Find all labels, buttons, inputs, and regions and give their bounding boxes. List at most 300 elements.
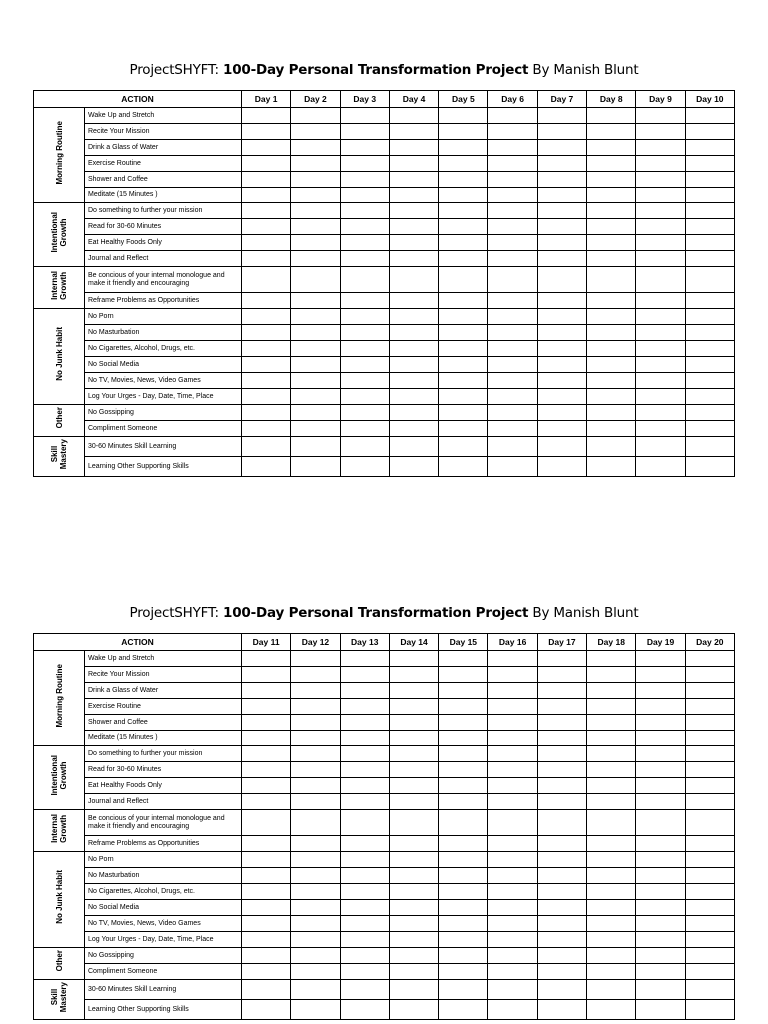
day-checkbox-cell[interactable] [389, 762, 438, 778]
day-checkbox-cell[interactable] [537, 884, 586, 900]
day-checkbox-cell[interactable] [439, 715, 488, 731]
day-checkbox-cell[interactable] [685, 667, 734, 683]
day-checkbox-cell[interactable] [242, 293, 291, 309]
day-checkbox-cell[interactable] [242, 309, 291, 325]
day-checkbox-cell[interactable] [488, 203, 537, 219]
day-checkbox-cell[interactable] [636, 900, 685, 916]
day-checkbox-cell[interactable] [587, 108, 636, 124]
day-checkbox-cell[interactable] [537, 235, 586, 251]
day-checkbox-cell[interactable] [636, 980, 685, 1000]
day-checkbox-cell[interactable] [439, 932, 488, 948]
day-checkbox-cell[interactable] [587, 437, 636, 457]
day-checkbox-cell[interactable] [636, 341, 685, 357]
day-checkbox-cell[interactable] [389, 731, 438, 746]
day-checkbox-cell[interactable] [291, 156, 340, 172]
day-checkbox-cell[interactable] [242, 437, 291, 457]
day-checkbox-cell[interactable] [587, 932, 636, 948]
day-checkbox-cell[interactable] [537, 293, 586, 309]
day-checkbox-cell[interactable] [587, 124, 636, 140]
day-checkbox-cell[interactable] [537, 251, 586, 267]
day-checkbox-cell[interactable] [537, 731, 586, 746]
day-checkbox-cell[interactable] [340, 437, 389, 457]
day-checkbox-cell[interactable] [537, 219, 586, 235]
day-checkbox-cell[interactable] [537, 405, 586, 421]
day-checkbox-cell[interactable] [537, 667, 586, 683]
day-checkbox-cell[interactable] [685, 267, 734, 293]
day-checkbox-cell[interactable] [587, 309, 636, 325]
day-checkbox-cell[interactable] [587, 699, 636, 715]
day-checkbox-cell[interactable] [587, 389, 636, 405]
day-checkbox-cell[interactable] [340, 421, 389, 437]
day-checkbox-cell[interactable] [340, 203, 389, 219]
day-checkbox-cell[interactable] [439, 836, 488, 852]
day-checkbox-cell[interactable] [587, 794, 636, 810]
day-checkbox-cell[interactable] [291, 980, 340, 1000]
day-checkbox-cell[interactable] [439, 437, 488, 457]
day-checkbox-cell[interactable] [685, 852, 734, 868]
day-checkbox-cell[interactable] [537, 852, 586, 868]
day-checkbox-cell[interactable] [636, 389, 685, 405]
day-checkbox-cell[interactable] [340, 852, 389, 868]
day-checkbox-cell[interactable] [439, 762, 488, 778]
day-checkbox-cell[interactable] [439, 852, 488, 868]
day-checkbox-cell[interactable] [587, 357, 636, 373]
day-checkbox-cell[interactable] [636, 868, 685, 884]
day-checkbox-cell[interactable] [439, 389, 488, 405]
day-checkbox-cell[interactable] [242, 964, 291, 980]
day-checkbox-cell[interactable] [242, 900, 291, 916]
day-checkbox-cell[interactable] [291, 852, 340, 868]
day-checkbox-cell[interactable] [242, 778, 291, 794]
day-checkbox-cell[interactable] [242, 884, 291, 900]
day-checkbox-cell[interactable] [537, 389, 586, 405]
day-checkbox-cell[interactable] [636, 357, 685, 373]
day-checkbox-cell[interactable] [389, 357, 438, 373]
day-checkbox-cell[interactable] [587, 667, 636, 683]
day-checkbox-cell[interactable] [340, 836, 389, 852]
day-checkbox-cell[interactable] [389, 405, 438, 421]
day-checkbox-cell[interactable] [291, 964, 340, 980]
day-checkbox-cell[interactable] [587, 762, 636, 778]
day-checkbox-cell[interactable] [389, 389, 438, 405]
day-checkbox-cell[interactable] [439, 810, 488, 836]
day-checkbox-cell[interactable] [389, 325, 438, 341]
day-checkbox-cell[interactable] [242, 868, 291, 884]
day-checkbox-cell[interactable] [488, 156, 537, 172]
day-checkbox-cell[interactable] [291, 405, 340, 421]
day-checkbox-cell[interactable] [291, 836, 340, 852]
day-checkbox-cell[interactable] [636, 188, 685, 203]
day-checkbox-cell[interactable] [488, 140, 537, 156]
day-checkbox-cell[interactable] [636, 373, 685, 389]
day-checkbox-cell[interactable] [488, 810, 537, 836]
day-checkbox-cell[interactable] [242, 341, 291, 357]
day-checkbox-cell[interactable] [340, 373, 389, 389]
day-checkbox-cell[interactable] [291, 373, 340, 389]
day-checkbox-cell[interactable] [340, 810, 389, 836]
day-checkbox-cell[interactable] [537, 421, 586, 437]
day-checkbox-cell[interactable] [291, 124, 340, 140]
day-checkbox-cell[interactable] [340, 762, 389, 778]
day-checkbox-cell[interactable] [488, 762, 537, 778]
day-checkbox-cell[interactable] [439, 108, 488, 124]
day-checkbox-cell[interactable] [389, 980, 438, 1000]
day-checkbox-cell[interactable] [488, 309, 537, 325]
day-checkbox-cell[interactable] [636, 156, 685, 172]
day-checkbox-cell[interactable] [389, 140, 438, 156]
day-checkbox-cell[interactable] [291, 810, 340, 836]
day-checkbox-cell[interactable] [389, 108, 438, 124]
day-checkbox-cell[interactable] [389, 715, 438, 731]
day-checkbox-cell[interactable] [389, 156, 438, 172]
day-checkbox-cell[interactable] [636, 140, 685, 156]
day-checkbox-cell[interactable] [242, 715, 291, 731]
day-checkbox-cell[interactable] [242, 731, 291, 746]
day-checkbox-cell[interactable] [389, 437, 438, 457]
day-checkbox-cell[interactable] [242, 980, 291, 1000]
day-checkbox-cell[interactable] [685, 868, 734, 884]
day-checkbox-cell[interactable] [488, 852, 537, 868]
day-checkbox-cell[interactable] [291, 219, 340, 235]
day-checkbox-cell[interactable] [488, 651, 537, 667]
day-checkbox-cell[interactable] [587, 731, 636, 746]
day-checkbox-cell[interactable] [291, 389, 340, 405]
day-checkbox-cell[interactable] [242, 762, 291, 778]
day-checkbox-cell[interactable] [291, 868, 340, 884]
day-checkbox-cell[interactable] [587, 405, 636, 421]
day-checkbox-cell[interactable] [587, 651, 636, 667]
day-checkbox-cell[interactable] [636, 667, 685, 683]
day-checkbox-cell[interactable] [291, 457, 340, 477]
day-checkbox-cell[interactable] [488, 219, 537, 235]
day-checkbox-cell[interactable] [340, 172, 389, 188]
day-checkbox-cell[interactable] [242, 124, 291, 140]
day-checkbox-cell[interactable] [488, 948, 537, 964]
day-checkbox-cell[interactable] [587, 421, 636, 437]
day-checkbox-cell[interactable] [439, 794, 488, 810]
day-checkbox-cell[interactable] [242, 836, 291, 852]
day-checkbox-cell[interactable] [242, 188, 291, 203]
day-checkbox-cell[interactable] [291, 140, 340, 156]
day-checkbox-cell[interactable] [488, 715, 537, 731]
day-checkbox-cell[interactable] [439, 140, 488, 156]
day-checkbox-cell[interactable] [389, 235, 438, 251]
day-checkbox-cell[interactable] [340, 309, 389, 325]
day-checkbox-cell[interactable] [537, 964, 586, 980]
day-checkbox-cell[interactable] [587, 1000, 636, 1020]
day-checkbox-cell[interactable] [242, 421, 291, 437]
day-checkbox-cell[interactable] [389, 309, 438, 325]
day-checkbox-cell[interactable] [685, 762, 734, 778]
day-checkbox-cell[interactable] [636, 309, 685, 325]
day-checkbox-cell[interactable] [636, 325, 685, 341]
day-checkbox-cell[interactable] [242, 667, 291, 683]
day-checkbox-cell[interactable] [537, 683, 586, 699]
day-checkbox-cell[interactable] [439, 699, 488, 715]
day-checkbox-cell[interactable] [488, 325, 537, 341]
day-checkbox-cell[interactable] [439, 219, 488, 235]
day-checkbox-cell[interactable] [291, 293, 340, 309]
day-checkbox-cell[interactable] [340, 267, 389, 293]
day-checkbox-cell[interactable] [291, 203, 340, 219]
day-checkbox-cell[interactable] [340, 341, 389, 357]
day-checkbox-cell[interactable] [488, 172, 537, 188]
day-checkbox-cell[interactable] [537, 810, 586, 836]
day-checkbox-cell[interactable] [389, 964, 438, 980]
day-checkbox-cell[interactable] [488, 746, 537, 762]
day-checkbox-cell[interactable] [537, 746, 586, 762]
day-checkbox-cell[interactable] [636, 421, 685, 437]
day-checkbox-cell[interactable] [587, 341, 636, 357]
day-checkbox-cell[interactable] [537, 980, 586, 1000]
day-checkbox-cell[interactable] [537, 900, 586, 916]
day-checkbox-cell[interactable] [587, 900, 636, 916]
day-checkbox-cell[interactable] [685, 778, 734, 794]
day-checkbox-cell[interactable] [242, 219, 291, 235]
day-checkbox-cell[interactable] [340, 651, 389, 667]
day-checkbox-cell[interactable] [685, 746, 734, 762]
day-checkbox-cell[interactable] [340, 916, 389, 932]
day-checkbox-cell[interactable] [291, 746, 340, 762]
day-checkbox-cell[interactable] [685, 948, 734, 964]
day-checkbox-cell[interactable] [291, 267, 340, 293]
day-checkbox-cell[interactable] [636, 251, 685, 267]
day-checkbox-cell[interactable] [488, 884, 537, 900]
day-checkbox-cell[interactable] [685, 251, 734, 267]
day-checkbox-cell[interactable] [439, 1000, 488, 1020]
day-checkbox-cell[interactable] [242, 235, 291, 251]
day-checkbox-cell[interactable] [439, 868, 488, 884]
day-checkbox-cell[interactable] [389, 341, 438, 357]
day-checkbox-cell[interactable] [488, 980, 537, 1000]
day-checkbox-cell[interactable] [488, 667, 537, 683]
day-checkbox-cell[interactable] [389, 852, 438, 868]
day-checkbox-cell[interactable] [389, 667, 438, 683]
day-checkbox-cell[interactable] [291, 437, 340, 457]
day-checkbox-cell[interactable] [389, 172, 438, 188]
day-checkbox-cell[interactable] [439, 884, 488, 900]
day-checkbox-cell[interactable] [488, 235, 537, 251]
day-checkbox-cell[interactable] [587, 156, 636, 172]
day-checkbox-cell[interactable] [685, 405, 734, 421]
day-checkbox-cell[interactable] [340, 932, 389, 948]
day-checkbox-cell[interactable] [439, 900, 488, 916]
day-checkbox-cell[interactable] [291, 932, 340, 948]
day-checkbox-cell[interactable] [389, 868, 438, 884]
day-checkbox-cell[interactable] [488, 293, 537, 309]
day-checkbox-cell[interactable] [537, 457, 586, 477]
day-checkbox-cell[interactable] [242, 651, 291, 667]
day-checkbox-cell[interactable] [340, 699, 389, 715]
day-checkbox-cell[interactable] [636, 852, 685, 868]
day-checkbox-cell[interactable] [537, 172, 586, 188]
day-checkbox-cell[interactable] [340, 667, 389, 683]
day-checkbox-cell[interactable] [537, 1000, 586, 1020]
day-checkbox-cell[interactable] [537, 203, 586, 219]
day-checkbox-cell[interactable] [537, 373, 586, 389]
day-checkbox-cell[interactable] [340, 778, 389, 794]
day-checkbox-cell[interactable] [685, 731, 734, 746]
day-checkbox-cell[interactable] [537, 916, 586, 932]
day-checkbox-cell[interactable] [636, 794, 685, 810]
day-checkbox-cell[interactable] [685, 1000, 734, 1020]
day-checkbox-cell[interactable] [537, 651, 586, 667]
day-checkbox-cell[interactable] [587, 172, 636, 188]
day-checkbox-cell[interactable] [291, 683, 340, 699]
day-checkbox-cell[interactable] [636, 457, 685, 477]
day-checkbox-cell[interactable] [488, 124, 537, 140]
day-checkbox-cell[interactable] [685, 156, 734, 172]
day-checkbox-cell[interactable] [340, 715, 389, 731]
day-checkbox-cell[interactable] [242, 457, 291, 477]
day-checkbox-cell[interactable] [685, 140, 734, 156]
day-checkbox-cell[interactable] [636, 746, 685, 762]
day-checkbox-cell[interactable] [488, 267, 537, 293]
day-checkbox-cell[interactable] [636, 235, 685, 251]
day-checkbox-cell[interactable] [340, 188, 389, 203]
day-checkbox-cell[interactable] [291, 108, 340, 124]
day-checkbox-cell[interactable] [488, 405, 537, 421]
day-checkbox-cell[interactable] [636, 810, 685, 836]
day-checkbox-cell[interactable] [389, 293, 438, 309]
day-checkbox-cell[interactable] [439, 916, 488, 932]
day-checkbox-cell[interactable] [439, 188, 488, 203]
day-checkbox-cell[interactable] [389, 651, 438, 667]
day-checkbox-cell[interactable] [488, 900, 537, 916]
day-checkbox-cell[interactable] [685, 373, 734, 389]
day-checkbox-cell[interactable] [685, 235, 734, 251]
day-checkbox-cell[interactable] [685, 389, 734, 405]
day-checkbox-cell[interactable] [488, 421, 537, 437]
day-checkbox-cell[interactable] [636, 948, 685, 964]
day-checkbox-cell[interactable] [587, 235, 636, 251]
day-checkbox-cell[interactable] [389, 203, 438, 219]
day-checkbox-cell[interactable] [242, 405, 291, 421]
day-checkbox-cell[interactable] [488, 389, 537, 405]
day-checkbox-cell[interactable] [685, 964, 734, 980]
day-checkbox-cell[interactable] [242, 389, 291, 405]
day-checkbox-cell[interactable] [439, 731, 488, 746]
day-checkbox-cell[interactable] [242, 203, 291, 219]
day-checkbox-cell[interactable] [291, 251, 340, 267]
day-checkbox-cell[interactable] [439, 172, 488, 188]
day-checkbox-cell[interactable] [537, 124, 586, 140]
day-checkbox-cell[interactable] [636, 203, 685, 219]
day-checkbox-cell[interactable] [291, 172, 340, 188]
day-checkbox-cell[interactable] [537, 794, 586, 810]
day-checkbox-cell[interactable] [488, 357, 537, 373]
day-checkbox-cell[interactable] [685, 437, 734, 457]
day-checkbox-cell[interactable] [340, 1000, 389, 1020]
day-checkbox-cell[interactable] [242, 1000, 291, 1020]
day-checkbox-cell[interactable] [685, 293, 734, 309]
day-checkbox-cell[interactable] [488, 916, 537, 932]
day-checkbox-cell[interactable] [488, 341, 537, 357]
day-checkbox-cell[interactable] [587, 293, 636, 309]
day-checkbox-cell[interactable] [537, 108, 586, 124]
day-checkbox-cell[interactable] [242, 932, 291, 948]
day-checkbox-cell[interactable] [291, 651, 340, 667]
day-checkbox-cell[interactable] [685, 916, 734, 932]
day-checkbox-cell[interactable] [636, 437, 685, 457]
day-checkbox-cell[interactable] [587, 836, 636, 852]
day-checkbox-cell[interactable] [636, 778, 685, 794]
day-checkbox-cell[interactable] [340, 405, 389, 421]
day-checkbox-cell[interactable] [291, 715, 340, 731]
day-checkbox-cell[interactable] [685, 683, 734, 699]
day-checkbox-cell[interactable] [340, 235, 389, 251]
day-checkbox-cell[interactable] [291, 884, 340, 900]
day-checkbox-cell[interactable] [488, 1000, 537, 1020]
day-checkbox-cell[interactable] [587, 683, 636, 699]
day-checkbox-cell[interactable] [291, 309, 340, 325]
day-checkbox-cell[interactable] [389, 916, 438, 932]
day-checkbox-cell[interactable] [340, 108, 389, 124]
day-checkbox-cell[interactable] [587, 373, 636, 389]
day-checkbox-cell[interactable] [340, 964, 389, 980]
day-checkbox-cell[interactable] [439, 683, 488, 699]
day-checkbox-cell[interactable] [291, 916, 340, 932]
day-checkbox-cell[interactable] [636, 731, 685, 746]
day-checkbox-cell[interactable] [340, 980, 389, 1000]
day-checkbox-cell[interactable] [439, 124, 488, 140]
day-checkbox-cell[interactable] [439, 357, 488, 373]
day-checkbox-cell[interactable] [340, 156, 389, 172]
day-checkbox-cell[interactable] [340, 794, 389, 810]
day-checkbox-cell[interactable] [389, 124, 438, 140]
day-checkbox-cell[interactable] [389, 251, 438, 267]
day-checkbox-cell[interactable] [439, 309, 488, 325]
day-checkbox-cell[interactable] [636, 699, 685, 715]
day-checkbox-cell[interactable] [587, 948, 636, 964]
day-checkbox-cell[interactable] [389, 373, 438, 389]
day-checkbox-cell[interactable] [537, 836, 586, 852]
day-checkbox-cell[interactable] [587, 457, 636, 477]
day-checkbox-cell[interactable] [537, 341, 586, 357]
day-checkbox-cell[interactable] [636, 916, 685, 932]
day-checkbox-cell[interactable] [537, 778, 586, 794]
day-checkbox-cell[interactable] [340, 457, 389, 477]
day-checkbox-cell[interactable] [439, 651, 488, 667]
day-checkbox-cell[interactable] [439, 373, 488, 389]
day-checkbox-cell[interactable] [242, 357, 291, 373]
day-checkbox-cell[interactable] [636, 836, 685, 852]
day-checkbox-cell[interactable] [389, 836, 438, 852]
day-checkbox-cell[interactable] [242, 794, 291, 810]
day-checkbox-cell[interactable] [291, 900, 340, 916]
day-checkbox-cell[interactable] [291, 1000, 340, 1020]
day-checkbox-cell[interactable] [340, 293, 389, 309]
day-checkbox-cell[interactable] [636, 172, 685, 188]
day-checkbox-cell[interactable] [537, 267, 586, 293]
day-checkbox-cell[interactable] [340, 868, 389, 884]
day-checkbox-cell[interactable] [389, 1000, 438, 1020]
day-checkbox-cell[interactable] [488, 373, 537, 389]
day-checkbox-cell[interactable] [636, 293, 685, 309]
day-checkbox-cell[interactable] [587, 188, 636, 203]
day-checkbox-cell[interactable] [340, 357, 389, 373]
day-checkbox-cell[interactable] [537, 325, 586, 341]
day-checkbox-cell[interactable] [636, 108, 685, 124]
day-checkbox-cell[interactable] [537, 309, 586, 325]
day-checkbox-cell[interactable] [685, 980, 734, 1000]
day-checkbox-cell[interactable] [291, 762, 340, 778]
day-checkbox-cell[interactable] [587, 140, 636, 156]
day-checkbox-cell[interactable] [587, 746, 636, 762]
day-checkbox-cell[interactable] [685, 309, 734, 325]
day-checkbox-cell[interactable] [439, 267, 488, 293]
day-checkbox-cell[interactable] [587, 884, 636, 900]
